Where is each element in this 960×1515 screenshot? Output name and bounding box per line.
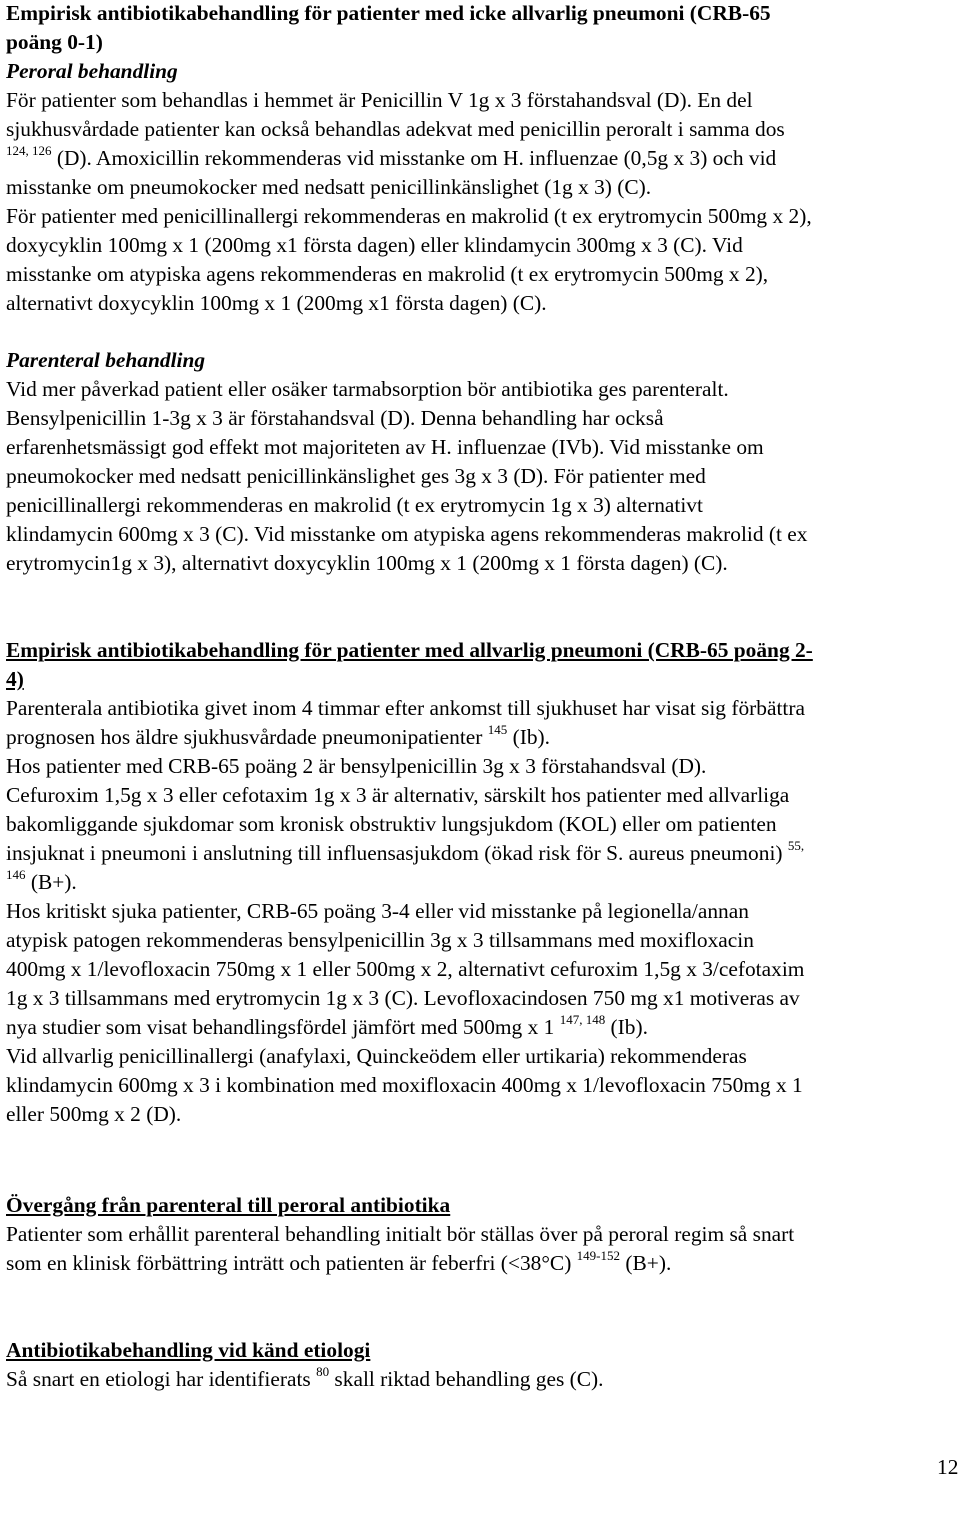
text-line: atypisk patogen rekommenderas bensylpenicillin 3g x 3 tillsammans med moxifloxacin bbox=[6, 928, 754, 952]
text-line: pneumokocker med nedsatt penicillinkänslighet ges 3g x 3 (D). För patienter med bbox=[6, 464, 706, 488]
section-heading: Övergång från parenteral till peroral antibiotika bbox=[6, 1193, 451, 1217]
text-line: klindamycin 600mg x 3 i kombination med moxifloxacin 400mg x 1/levofloxacin 750mg x 1 bbox=[6, 1073, 803, 1097]
text-line: erytromycin1g x 3), alternativt doxycyklin 100mg x 1 (200mg x 1 första dagen) (C). bbox=[6, 551, 728, 575]
subsection-parenteral bbox=[6, 346, 958, 578]
section-heading-cont: poäng 0-1) bbox=[6, 30, 103, 54]
text-line: prognosen hos äldre sjukhusvårdade pneumonipatienter $^{145}$ (Ib). bbox=[6, 721, 551, 749]
text-line: 400mg x 1/levofloxacin 750mg x 1 eller 500mg x 2, alternativt cefuroxim 1,5g x 3/cefotaxim bbox=[6, 957, 805, 981]
text-line: Vid mer påverkad patient eller osäker tarmabsorption bör antibiotika ges parenteralt. bbox=[6, 377, 729, 401]
text-line: alternativt doxycyklin 100mg x 1 (200mg x1 första dagen) (C). bbox=[6, 291, 547, 315]
text-line: penicillinallergi rekommenderas en makrolid (t ex erytromycin 1g x 3) alternativt bbox=[6, 493, 703, 517]
subheading-parenteral: Parenteral behandling bbox=[6, 348, 206, 372]
text-line: 1g x 3 tillsammans med erytromycin 1g x 3 (C). Levofloxacindosen 750 mg x1 motiveras av bbox=[6, 986, 800, 1010]
text-line: misstanke om atypiska agens rekommenderas en makrolid (t ex erytromycin 500mg x 2), bbox=[6, 262, 769, 286]
section-heading-cont: 4) bbox=[6, 667, 24, 691]
text-line: bakomliggande sjukdomar som kronisk obstruktiv lungsjukdom (KOL) eller om patienten bbox=[6, 812, 777, 836]
page-number: 12 bbox=[937, 1455, 959, 1479]
section-severe bbox=[6, 636, 958, 1129]
text-line: eller 500mg x 2 (D). bbox=[6, 1102, 182, 1126]
text-line: Cefuroxim 1,5g x 3 eller cefotaxim 1g x 3 är alternativ, särskilt hos patienter med allvarliga bbox=[6, 783, 790, 807]
citation: 124, 126 bbox=[6, 142, 52, 158]
text-line: Bensylpenicillin 1-3g x 3 är förstahandsval (D). Denna behandling har också bbox=[6, 406, 664, 430]
section-known-etiology bbox=[6, 1336, 958, 1394]
section-heading: Empirisk antibiotikabehandling för patienter med icke allvarlig pneumoni (CRB-65 bbox=[6, 1, 771, 25]
text-line: Hos patienter med CRB-65 poäng 2 är bensylpenicillin 3g x 3 förstahandsval (D). bbox=[6, 754, 707, 778]
text-line: insjuknat i pneumoni i anslutning till influensasjukdom (ökad risk för S. aureus pneumoni) $^{55,}$ bbox=[6, 837, 805, 865]
text-line: Vid allvarlig penicillinallergi (anafylaxi, Quinckeödem eller urtikaria) rekommenderas bbox=[6, 1044, 747, 1068]
subheading-oral: Peroral behandling bbox=[6, 59, 178, 83]
text-line: Parenterala antibiotika givet inom 4 timmar efter ankomst till sjukhuset har visat sig förbättra bbox=[6, 696, 805, 720]
text-line: $^{146}$ (B+). bbox=[6, 866, 77, 894]
text-line: $^{124, 126}$ (D). Amoxicillin rekommenderas vid misstanke om H. influenzae (0,5g x 3) och vid bbox=[6, 142, 777, 170]
citation: 80 bbox=[316, 1363, 330, 1379]
text-line: misstanke om pneumokocker med nedsatt penicillinkänslighet (1g x 3) (C). bbox=[6, 175, 652, 199]
citation: 146 bbox=[6, 866, 26, 882]
text-line: som en klinisk förbättring inträtt och patienten är feberfri (<38°C) $^{149-152}$ (B+). bbox=[6, 1247, 672, 1275]
text-line: nya studier som visat behandlingsfördel jämfört med 500mg x 1 $^{147, 148}$ (Ib). bbox=[6, 1011, 648, 1039]
citation: 147, 148 bbox=[559, 1011, 606, 1027]
text-line: Så snart en etiologi har identifierats $^{80}$ skall riktad behandling ges (C). bbox=[6, 1363, 604, 1391]
citation: 145 bbox=[487, 721, 508, 737]
section-heading: Antibiotikabehandling vid känd etiologi bbox=[6, 1338, 371, 1362]
text-line: sjukhusvårdade patienter kan också behandlas adekvat med penicillin peroralt i samma dos bbox=[6, 117, 785, 141]
text-line: doxycyklin 100mg x 1 (200mg x1 första dagen) eller klindamycin 300mg x 3 (C). Vid bbox=[6, 233, 743, 257]
section-nonsevere bbox=[6, 0, 958, 318]
citation: 149-152 bbox=[576, 1247, 621, 1263]
citation: 55, bbox=[787, 837, 805, 853]
section-switch bbox=[6, 1191, 958, 1278]
section-heading: Empirisk antibiotikabehandling för patienter med allvarlig pneumoni (CRB-65 poäng 2- bbox=[6, 638, 813, 662]
text-line: erfarenhetsmässigt god effekt mot majoriteten av H. influenzae (IVb). Vid misstanke om bbox=[6, 435, 764, 459]
text-line: För patienter som behandlas i hemmet är Penicillin V 1g x 3 förstahandsval (D). En del bbox=[6, 88, 753, 112]
text-line: För patienter med penicillinallergi rekommenderas en makrolid (t ex erytromycin 500mg x 2), bbox=[6, 204, 812, 228]
text-line: Patienter som erhållit parenteral behandling initialt bör ställas över på peroral regim så snart bbox=[6, 1222, 795, 1246]
text-line: Hos kritiskt sjuka patienter, CRB-65 poäng 3-4 eller vid misstanke på legionella/annan bbox=[6, 899, 749, 923]
text-line: klindamycin 600mg x 3 (C). Vid misstanke om atypiska agens rekommenderas makrolid (t ex bbox=[6, 522, 808, 546]
